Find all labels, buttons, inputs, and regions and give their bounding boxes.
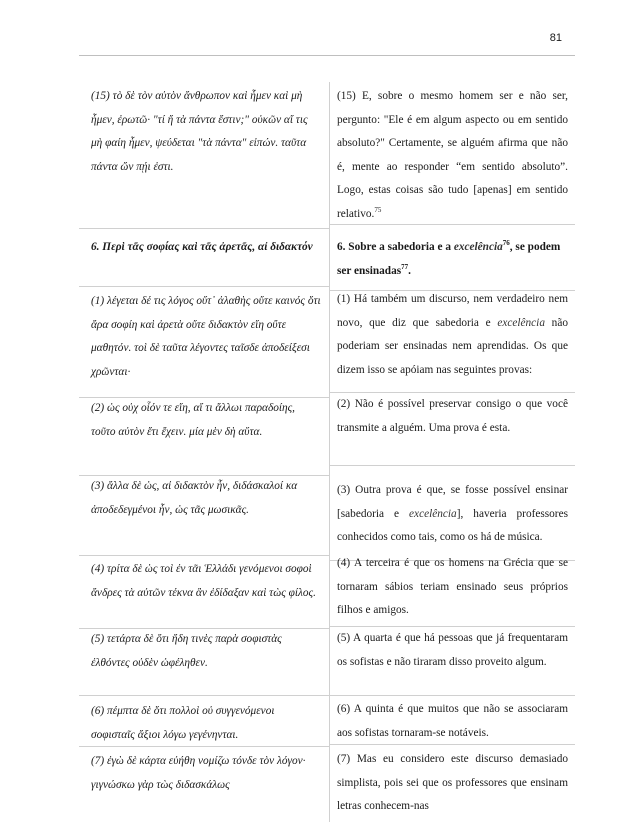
portuguese-paragraph: (6) A quinta é que muitos que não se associaram aos sofistas tornaram-se notáveis.	[337, 703, 568, 739]
portuguese-paragraph: (7) Mas eu considero este discurso demasiado simplista, pois sei que os professores que ensinam letras conhecem-nas	[337, 753, 568, 812]
portuguese-paragraph: (4) A terceira é que os homens na Grécia que se tornaram sábios teriam ensinado seus próprios filhos e amigos.	[337, 557, 568, 616]
portuguese-paragraph: (5) A quarta é que há pessoas que já frequentaram os sofistas e não tiraram disso proveito algum.	[337, 632, 568, 668]
row-rule-right	[329, 465, 575, 466]
column-divider	[329, 82, 330, 252]
page-number: 81	[549, 32, 562, 44]
section-heading-portuguese: 6. Sobre a sabedoria e a excelência$^{76}$, se podem ser ensinadas$^{77}$.	[337, 239, 561, 277]
row-rule-left	[79, 695, 329, 696]
row-rule-left	[79, 228, 329, 229]
greek-paragraph: (1) λέγεται δέ τις λόγος οὔτ᾽ ἀλαθὴς οὔτε καινός ὅτι ἄρα σοφίη καὶ ἀρετὰ οὔτε διδακτὸν εἴη οὔτε μαθητόν. τοὶ δὲ ταῦτα λέγοντες ταῖσδε ἀποδείξεσι χρῶνται·	[91, 295, 321, 378]
column-divider	[329, 228, 330, 822]
footnote-ref[interactable]: 76	[502, 239, 510, 248]
portuguese-paragraph: (2) Não é possível preservar consigo o que você transmite a alguém. Uma prova é esta.	[337, 398, 568, 434]
greek-paragraph: (5) τετάρτα δὲ ὅτι ἤδη τινὲς παρὰ σοφιστὰς ἐλθόντες οὐδὲν ὠφέληθεν.	[91, 633, 282, 669]
footnote-ref[interactable]: 77	[401, 262, 409, 271]
row-rule-left	[79, 555, 329, 556]
greek-paragraph: (3) ἄλλα δὲ ὡς, αἰ διδακτὸν ἦν, διδάσκαλοί κα ἀποδεδεγμένοι ἦν, ὡς τᾶς μωσικᾶς.	[91, 480, 298, 516]
section-heading-greek: 6. Περὶ τᾶς σοφίας καὶ τᾶς ἀρετᾶς, αἰ διδακτόν	[91, 241, 313, 253]
row-rule-left	[79, 286, 329, 287]
greek-paragraph: (15) τὸ δὲ τὸν αὐτὸν ἄνθρωπον καὶ ἦμεν καὶ μὴ ἦμεν, ἐρωτῶ· "τί ἤ τὰ πάντα ἔστιν;" οὐκῶν αἴ τις μὴ φαίη ἦμεν, ψεύδεται "τὰ πάντα" εἰπών. ταῦτα πάντα ὤν πῄι ἐστι.	[91, 90, 308, 173]
greek-paragraph: (4) τρίτα δὲ ὡς τοὶ ἐν τᾶι Ἑλλάδι γενόμενοι σοφοὶ ἄνδρες τὰ αὐτῶν τέκνα ἂν ἐδίδαξαν καὶ τὼς φίλος.	[91, 563, 316, 599]
portuguese-paragraph: (1) Há também um discurso, nem verdadeiro nem novo, que diz que sabedoria e excelência não poderiam ser ensinadas nem aprendidas. Os que dizem isso se apóiam nas seguintes provas:	[337, 293, 568, 376]
top-rule	[79, 55, 575, 56]
greek-paragraph: (7) ἐγὼ δὲ κάρτα εὐήθη νομίζω τόνδε τὸν λόγον· γιγνώσκω γὰρ τὼς διδασκάλως	[91, 755, 306, 791]
footnote-ref[interactable]: 75	[374, 205, 382, 214]
portuguese-paragraph: (15) E, sobre o mesmo homem ser e não ser, pergunto: "Ele é em algum aspecto ou em sentido absoluto?" Certamente, se alguém afirma que não é, mente ao responder “em sentido absoluto”. Logo, estas coisas são tudo [apenas] em sentido relativo.$^{75}$	[337, 90, 568, 220]
row-rule-right	[329, 695, 575, 696]
portuguese-paragraph: (3) Outra prova é que, se fosse possível ensinar [sabedoria e excelência], haveria professores conhecidos como tais, como os há de música.	[337, 484, 568, 543]
greek-paragraph: (2) ὡς οὐχ οἷόν τε εἴη, αἴ τι ἄλλωι παραδοίης, τοῦτο αὐτὸν ἔτι ἔχειν. μία μὲν δὴ αὕτα.	[91, 402, 295, 438]
greek-paragraph: (6) πέμπτα δὲ ὅτι πολλοὶ οὐ συγγενόμενοι σοφισταῖς ἄξιοι λόγω γεγένηνται.	[91, 705, 275, 741]
